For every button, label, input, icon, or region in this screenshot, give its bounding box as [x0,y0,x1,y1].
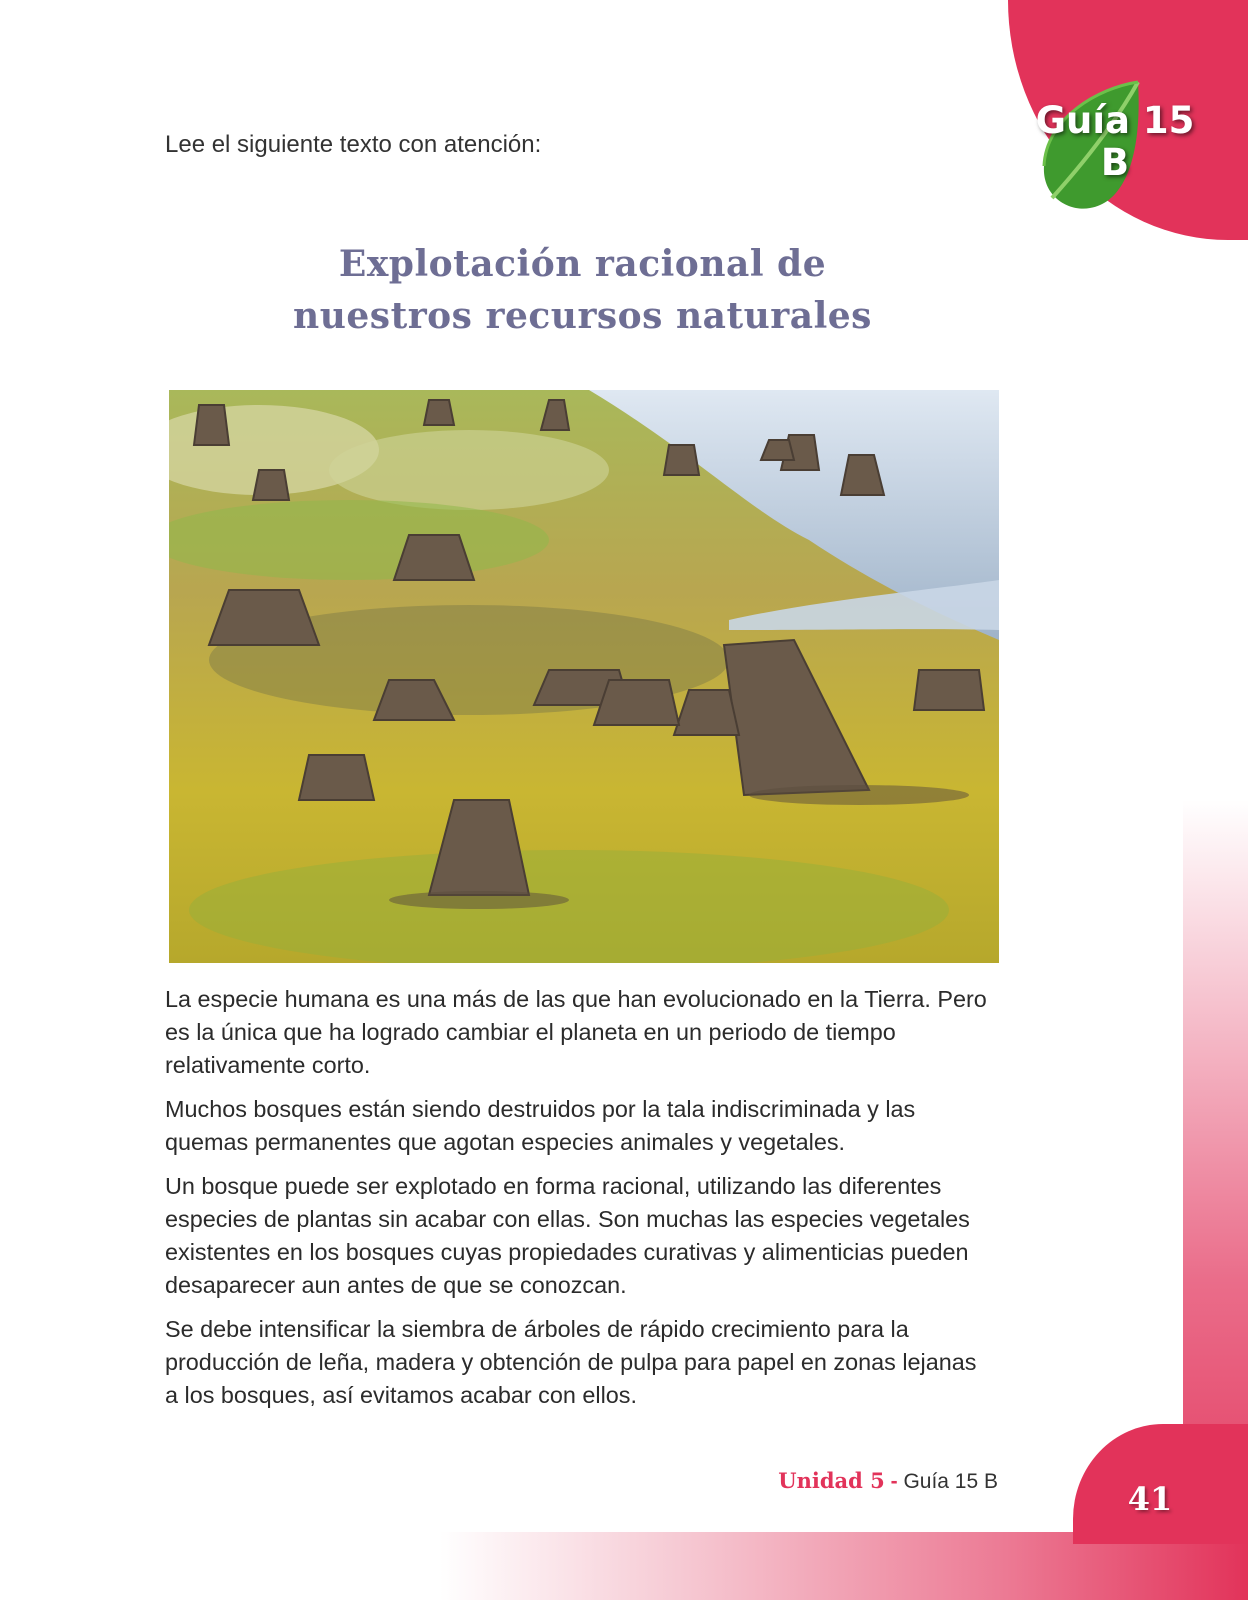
guide-badge-line1: Guía 15 [1035,99,1195,142]
paragraph-4: Se debe intensificar la siembra de árboles de rápido crecimiento para la producción de leña, madera y obtención de pulpa para papel en zonas lejanas a los bosques, así evitamos acabar con ellos. [165,1316,977,1408]
footer-dash: - [890,1470,898,1493]
footer-guide: Guía 15 B [903,1470,998,1493]
footer-label [778,1468,998,1494]
page-number: 41 [1127,1480,1173,1518]
article-body [165,983,995,1423]
paragraph-1: La especie humana es una más de las que han evolucionado en la Tierra. Pero es la única que ha logrado cambiar el planeta en un periodo de tiempo relativamente corto. [165,986,987,1078]
guide-badge-line2: B [1100,141,1130,184]
intro-text: Lee el siguiente texto con atención: [165,131,542,158]
guide-badge [1030,100,1200,184]
paragraph-3: Un bosque puede ser explotado en forma racional, utilizando las diferentes especies de plantas sin acabar con ellas. Son muchas las especies vegetales existentes en los bosques cuyas propiedades curativas y alimenticias pueden desaparecer aun antes de que se conozcan. [165,1173,970,1298]
title-line1: Explotación racional de [338,243,827,285]
paragraph-2: Muchos bosques están siendo destruidos por la tala indiscriminada y las quemas permanentes que agotan especies animales y vegetales. [165,1096,916,1155]
page-title [165,238,1000,342]
deforestation-photo [169,390,999,963]
title-line2: nuestros recursos naturales [293,295,872,337]
footer-unit: Unidad 5 [778,1468,885,1493]
